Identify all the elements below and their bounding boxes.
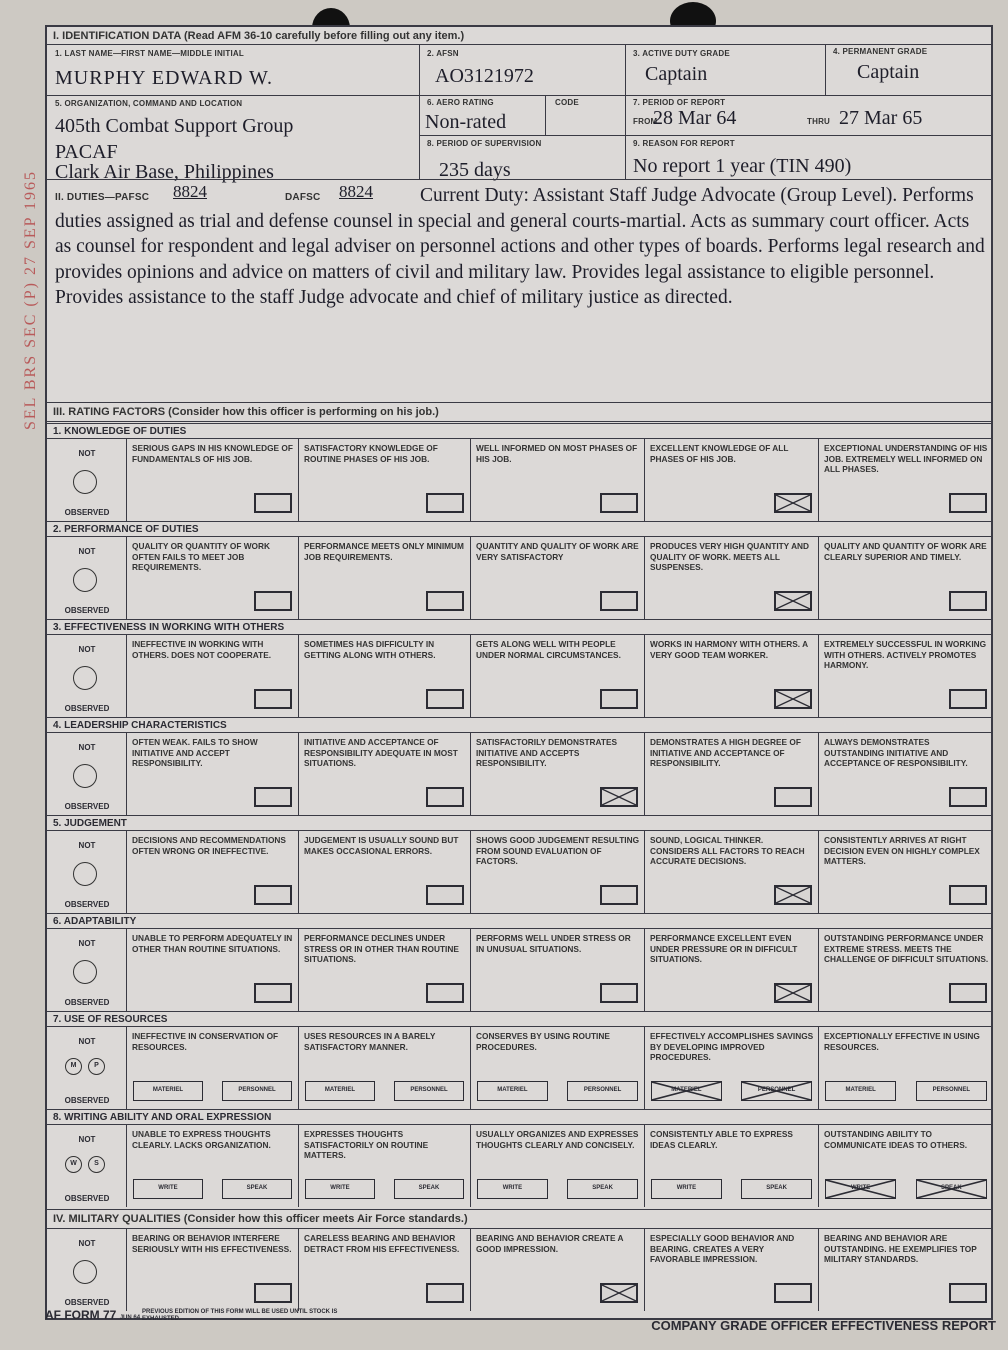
split-checkbox-pair (477, 1081, 638, 1101)
aero-rating-field[interactable]: Non-rated (425, 111, 507, 133)
speak-checkbox[interactable] (567, 1179, 638, 1199)
rating-description: SERIOUS GAPS IN HIS KNOWLEDGE OF FUNDAMENTALS OF HIS JOB. (132, 443, 293, 464)
rating-level-4 (645, 733, 819, 815)
checkbox-label: MATERIEL (152, 1087, 184, 1093)
period-label: 7. PERIOD OF REPORT (633, 98, 726, 107)
not-observed-s-circle[interactable]: S (88, 1156, 105, 1173)
rating-description: SHOWS GOOD JUDGEMENT RESULTING FROM SOUND EVALUATION OF FACTORS. (476, 835, 640, 866)
active-grade-label: 3. ACTIVE DUTY GRADE (633, 49, 730, 58)
rating-description: INEFFECTIVE IN CONSERVATION OF RESOURCES. (132, 1031, 279, 1052)
factor-row (47, 1125, 991, 1207)
not-label: NOT (78, 841, 96, 850)
name-field[interactable]: MURPHY EDWARD W. (55, 67, 274, 89)
split-checkbox-pair (825, 1081, 987, 1101)
rating-description: SATISFACTORILY DEMONSTRATES INITIATIVE AND ACCEPTS RESPONSIBILITY. (476, 737, 618, 768)
rating-level-4 (645, 1027, 819, 1109)
rating-description: BEARING AND BEHAVIOR CREATE A GOOD IMPRESSION. (476, 1233, 624, 1254)
checkbox-label: PERSONNEL (410, 1087, 448, 1093)
materiel-checkbox[interactable] (133, 1081, 203, 1101)
rating-checkbox[interactable] (600, 591, 638, 611)
factor-title: 2. PERFORMANCE OF DUTIES (47, 521, 991, 537)
rating-level-3 (471, 439, 645, 521)
observed-label: OBSERVED (64, 802, 110, 811)
rating-checkbox[interactable] (426, 591, 464, 611)
pafsc-field[interactable]: 8824 (173, 182, 207, 201)
received-date-stamp: SEL BRS SEC (P) 27 SEP 1965 (22, 170, 39, 430)
checkbox-label: PERSONNEL (757, 1087, 796, 1093)
checkbox-label: WRITE (158, 1185, 178, 1191)
organization-label: 5. ORGANIZATION, COMMAND AND LOCATION (55, 99, 243, 108)
split-checkbox-pair (651, 1081, 812, 1101)
not-observed-cell (47, 831, 127, 913)
not-label: NOT (78, 1037, 96, 1046)
rating-checkbox[interactable] (774, 689, 812, 709)
rating-description: JUDGEMENT IS USUALLY SOUND BUT MAKES OCCASIONAL ERRORS. (304, 835, 459, 856)
checkbox-label: WRITE (502, 1185, 523, 1191)
rating-description: INITIATIVE AND ACCEPTANCE OF RESPONSIBILITY ADEQUATE IN MOST SITUATIONS. (304, 737, 458, 768)
checkbox-label: SPEAK (766, 1185, 787, 1191)
rating-level-2 (299, 733, 471, 815)
split-checkbox-pair (133, 1081, 292, 1101)
not-observed-circle[interactable] (73, 960, 97, 984)
factor-title: 5. JUDGEMENT (47, 815, 991, 831)
rating-level-2 (299, 439, 471, 521)
checkbox-label: MATERIEL (324, 1087, 356, 1093)
personnel-checkbox[interactable] (916, 1081, 987, 1101)
rating-description: EFFECTIVELY ACCOMPLISHES SAVINGS BY DEVELOPING IMPROVED PROCEDURES. (650, 1031, 814, 1062)
rating-checkbox[interactable] (600, 787, 638, 807)
rating-level-2 (299, 537, 471, 619)
rating-checkbox[interactable] (426, 493, 464, 513)
rating-description: PRODUCES VERY HIGH QUANTITY AND QUALITY OF WORK. MEETS ALL SUSPENSES. (650, 541, 810, 572)
afsn-label: 2. AFSN (427, 49, 459, 58)
rating-level-3 (471, 831, 645, 913)
rating-level-5 (819, 439, 993, 521)
rating-level-4 (645, 537, 819, 619)
rating-description: OUTSTANDING ABILITY TO COMMUNICATE IDEAS TO OTHERS. (824, 1129, 968, 1150)
rating-description: PERFORMANCE EXCELLENT EVEN UNDER PRESSURE OR IN DIFFICULT SITUATIONS. (650, 933, 798, 964)
not-observed-circle[interactable] (73, 1260, 97, 1284)
not-observed-cell (47, 1125, 127, 1207)
speak-checkbox[interactable] (222, 1179, 292, 1199)
rating-description: SATISFACTORY KNOWLEDGE OF ROUTINE PHASES OF HIS JOB. (304, 443, 438, 464)
rating-description: PERFORMS WELL UNDER STRESS OR IN UNUSUAL SITUATIONS. (476, 933, 631, 954)
speak-checkbox[interactable] (916, 1179, 987, 1199)
rating-level-1 (127, 1229, 299, 1311)
from-label: FROM (633, 117, 658, 126)
rating-description: ALWAYS DEMONSTRATES OUTSTANDING INITIATIVE AND ACCEPTANCE OF RESPONSIBILITY. (824, 737, 968, 768)
rating-level-2 (299, 1027, 471, 1109)
observed-label: OBSERVED (64, 1298, 110, 1307)
rating-checkbox[interactable] (774, 591, 812, 611)
materiel-checkbox[interactable] (305, 1081, 375, 1101)
rating-description: GETS ALONG WELL WITH PEOPLE UNDER NORMAL CIRCUMSTANCES. (476, 639, 621, 660)
factor-title: 8. WRITING ABILITY AND ORAL EXPRESSION (47, 1109, 991, 1125)
rating-level-1 (127, 929, 299, 1011)
split-checkbox-pair (477, 1179, 638, 1199)
not-observed-circle[interactable] (73, 568, 97, 592)
write-checkbox[interactable] (477, 1179, 548, 1199)
not-observed-cell (47, 439, 127, 521)
rating-checkbox[interactable] (600, 983, 638, 1003)
not-observed-p-circle[interactable]: P (88, 1058, 105, 1075)
materiel-checkbox[interactable] (477, 1081, 548, 1101)
thru-field[interactable]: 27 Mar 65 (839, 107, 923, 129)
rating-level-4 (645, 439, 819, 521)
rating-description: OUTSTANDING PERFORMANCE UNDER EXTREME STRESS. MEETS THE CHALLENGE OF DIFFICULT SITUATIONS. (824, 933, 989, 964)
checkbox-label: WRITE (676, 1185, 697, 1191)
rating-level-3 (471, 733, 645, 815)
rating-description: CONSISTENTLY ARRIVES AT RIGHT DECISION EVEN ON HIGHLY COMPLEX MATTERS. (824, 835, 980, 866)
rating-checkbox[interactable] (254, 885, 292, 905)
rating-level-4 (645, 635, 819, 717)
rating-checkbox[interactable] (254, 493, 292, 513)
not-observed-circle[interactable] (73, 470, 97, 494)
observed-label: OBSERVED (64, 900, 110, 909)
rating-level-4 (645, 1229, 819, 1311)
observed-label: OBSERVED (64, 998, 110, 1007)
write-checkbox[interactable] (651, 1179, 722, 1199)
rating-checkbox[interactable] (774, 1283, 812, 1303)
rating-checkbox[interactable] (426, 983, 464, 1003)
section-4-header: IV. MILITARY QUALITIES (Consider how this officer meets Air Force standards.) (47, 1209, 991, 1229)
section-1-header: I. IDENTIFICATION DATA (Read AFM 36-10 carefully before filling out any item.) (47, 27, 991, 45)
rating-description: CARELESS BEARING AND BEHAVIOR DETRACT FROM HIS EFFECTIVENESS. (304, 1233, 460, 1254)
organization-line-2[interactable]: PACAF (55, 141, 118, 163)
checkbox-label: MATERIEL (845, 1087, 876, 1093)
rating-level-5 (819, 635, 993, 717)
factor-row (47, 537, 991, 619)
rating-level-3 (471, 1027, 645, 1109)
previous-edition-note: PREVIOUS EDITION OF THIS FORM WILL BE USED UNTIL STOCK IS EXHAUSTED. (142, 1309, 338, 1322)
rating-checkbox[interactable] (600, 885, 638, 905)
not-label: NOT (78, 645, 96, 654)
write-checkbox[interactable] (133, 1179, 203, 1199)
rating-checkbox[interactable] (774, 983, 812, 1003)
rating-level-4 (645, 1125, 819, 1207)
speak-checkbox[interactable] (741, 1179, 812, 1199)
rating-description: QUALITY AND QUANTITY OF WORK ARE CLEARLY SUPERIOR AND TIMELY. (824, 541, 987, 562)
personnel-checkbox[interactable] (567, 1081, 638, 1101)
rating-description: SOMETIMES HAS DIFFICULTY IN GETTING ALONG WITH OTHERS. (304, 639, 436, 660)
rating-level-3 (471, 635, 645, 717)
not-observed-cell (47, 1027, 127, 1109)
rating-checkbox[interactable] (774, 787, 812, 807)
rating-level-3 (471, 1125, 645, 1207)
factor-row (47, 929, 991, 1011)
rating-description: CONSISTENTLY ABLE TO EXPRESS IDEAS CLEARLY. (650, 1129, 793, 1150)
rating-checkbox[interactable] (774, 885, 812, 905)
not-observed-circle[interactable] (73, 862, 97, 886)
checkbox-label: PERSONNEL (238, 1087, 276, 1093)
afsn-field[interactable]: AO3121972 (435, 65, 534, 87)
rating-level-4 (645, 929, 819, 1011)
rating-level-2 (299, 1125, 471, 1207)
rating-level-1 (127, 439, 299, 521)
materiel-checkbox[interactable] (825, 1081, 896, 1101)
rating-level-5 (819, 831, 993, 913)
checkbox-label: MATERIEL (671, 1087, 702, 1093)
rating-checkbox[interactable] (949, 1283, 987, 1303)
factor-row (47, 635, 991, 717)
not-label: NOT (78, 743, 96, 752)
duties-label: II. DUTIES—PAFSC (55, 192, 150, 203)
rating-description: BEARING AND BEHAVIOR ARE OUTSTANDING. HE EXEMPLIFIES TOP MILITARY STANDARDS. (824, 1233, 977, 1264)
rating-description: BEARING OR BEHAVIOR INTERFERE SERIOUSLY WITH HIS EFFECTIVENESS. (132, 1233, 292, 1254)
effectiveness-report-form (45, 25, 993, 1320)
rating-description: DEMONSTRATES A HIGH DEGREE OF INITIATIVE AND ACCEPTANCE OF RESPONSIBILITY. (650, 737, 801, 768)
supervision-field[interactable]: 235 days (439, 159, 511, 181)
rating-checkbox[interactable] (949, 983, 987, 1003)
personnel-checkbox[interactable] (394, 1081, 464, 1101)
split-checkbox-pair (305, 1179, 464, 1199)
rating-checkbox[interactable] (254, 787, 292, 807)
speak-checkbox[interactable] (394, 1179, 464, 1199)
rating-level-5 (819, 1229, 993, 1311)
checkbox-label: SPEAK (592, 1185, 613, 1191)
write-checkbox[interactable] (825, 1179, 896, 1199)
not-observed-w-circle[interactable]: W (65, 1156, 82, 1173)
not-observed-m-circle[interactable]: M (65, 1058, 82, 1075)
not-label: NOT (78, 939, 96, 948)
dafsc-field[interactable]: 8824 (339, 182, 373, 201)
rating-checkbox[interactable] (949, 591, 987, 611)
rating-checkbox[interactable] (949, 689, 987, 709)
rating-level-1 (127, 1125, 299, 1207)
split-checkbox-pair (305, 1081, 464, 1101)
rating-description: USES RESOURCES IN A BARELY SATISFACTORY MANNER. (304, 1031, 436, 1052)
active-grade-field[interactable]: Captain (645, 63, 708, 85)
rating-checkbox[interactable] (949, 493, 987, 513)
rating-description: EXTREMELY SUCCESSFUL IN WORKING WITH OTHERS. ACTIVELY PROMOTES HARMONY. (824, 639, 987, 670)
rating-checkbox[interactable] (949, 885, 987, 905)
not-observed-cell (47, 733, 127, 815)
rating-description: EXCEPTIONALLY EFFECTIVE IN USING RESOURCES. (824, 1031, 980, 1052)
checkbox-label: SPEAK (941, 1185, 962, 1191)
not-label: NOT (78, 1135, 96, 1144)
rating-description: DECISIONS AND RECOMMENDATIONS OFTEN WRONG OR INEFFECTIVE. (132, 835, 286, 856)
not-observed-circle[interactable] (73, 666, 97, 690)
rating-checkbox[interactable] (949, 787, 987, 807)
rating-level-3 (471, 1229, 645, 1311)
observed-label: OBSERVED (64, 704, 110, 713)
rating-description: ESPECIALLY GOOD BEHAVIOR AND BEARING. CREATES A VERY FAVORABLE IMPRESSION. (650, 1233, 795, 1264)
rating-level-2 (299, 635, 471, 717)
rating-checkbox[interactable] (426, 885, 464, 905)
factor-title: 3. EFFECTIVENESS IN WORKING WITH OTHERS (47, 619, 991, 635)
factor-row (47, 1229, 991, 1311)
dafsc-label: DAFSC (285, 192, 321, 203)
rating-description: QUANTITY AND QUALITY OF WORK ARE VERY SATISFACTORY (476, 541, 639, 562)
split-checkbox-pair (133, 1179, 292, 1199)
reason-field[interactable]: No report 1 year (TIN 490) (633, 155, 852, 177)
factor-title: 6. ADAPTABILITY (47, 913, 991, 929)
checkbox-label: PERSONNEL (932, 1087, 971, 1093)
rating-checkbox[interactable] (426, 689, 464, 709)
rating-level-5 (819, 537, 993, 619)
rating-level-5 (819, 929, 993, 1011)
not-observed-cell (47, 929, 127, 1011)
checkbox-label: SPEAK (418, 1185, 440, 1191)
rating-description: SOUND, LOGICAL THINKER. CONSIDERS ALL FACTORS TO REACH ACCURATE DECISIONS. (650, 835, 805, 866)
rating-level-3 (471, 929, 645, 1011)
organization-line-3[interactable]: Clark Air Base, Philippines (55, 161, 274, 183)
rating-checkbox[interactable] (600, 493, 638, 513)
rating-checkbox[interactable] (254, 1283, 292, 1303)
rating-description: INEFFECTIVE IN WORKING WITH OTHERS. DOES NOT COOPERATE. (132, 639, 272, 660)
organization-line-1[interactable]: 405th Combat Support Group (55, 115, 294, 137)
rating-description: EXCEPTIONAL UNDERSTANDING OF HIS JOB. EXTREMELY WELL INFORMED ON ALL PHASES. (824, 443, 988, 474)
personnel-checkbox[interactable] (741, 1081, 812, 1101)
factor-title: 4. LEADERSHIP CHARACTERISTICS (47, 717, 991, 733)
not-observed-cell (47, 537, 127, 619)
permanent-grade-label: 4. PERMANENT GRADE (833, 47, 928, 56)
write-checkbox[interactable] (305, 1179, 375, 1199)
section-3-header: III. RATING FACTORS (Consider how this officer is performing on his job.) (47, 402, 991, 422)
rating-level-5 (819, 1027, 993, 1109)
rating-level-1 (127, 831, 299, 913)
not-observed-cell (47, 1229, 127, 1311)
rating-checkbox[interactable] (254, 591, 292, 611)
checkbox-label: WRITE (850, 1185, 871, 1191)
rating-checkbox[interactable] (774, 493, 812, 513)
rating-level-1 (127, 537, 299, 619)
split-checkbox-pair (825, 1179, 987, 1199)
observed-label: OBSERVED (64, 1194, 110, 1203)
factor-row (47, 439, 991, 521)
factor-title: 7. USE OF RESOURCES (47, 1011, 991, 1027)
checkbox-label: SPEAK (246, 1185, 268, 1191)
permanent-grade-field[interactable]: Captain (857, 61, 920, 83)
factor-title: 1. KNOWLEDGE OF DUTIES (47, 423, 991, 439)
rating-description: PERFORMANCE MEETS ONLY MINIMUM JOB REQUIREMENTS. (304, 541, 464, 562)
not-observed-circle[interactable] (73, 764, 97, 788)
reason-label: 9. REASON FOR REPORT (633, 139, 735, 148)
rating-level-1 (127, 733, 299, 815)
rating-checkbox[interactable] (254, 689, 292, 709)
rating-description: QUALITY OR QUANTITY OF WORK OFTEN FAILS TO MEET JOB REQUIREMENTS. (132, 541, 270, 572)
rating-description: USUALLY ORGANIZES AND EXPRESSES THOUGHTS CLEARLY AND CONCISELY. (476, 1129, 639, 1150)
rating-description: OFTEN WEAK. FAILS TO SHOW INITIATIVE AND ACCEPT RESPONSIBILITY. (132, 737, 258, 768)
rating-description: UNABLE TO PERFORM ADEQUATELY IN OTHER THAN ROUTINE SITUATIONS. (132, 933, 293, 954)
rating-checkbox[interactable] (600, 1283, 638, 1303)
form-number: AF FORM 77 JUN 64 (45, 1308, 141, 1322)
observed-label: OBSERVED (64, 606, 110, 615)
rating-description: PERFORMANCE DECLINES UNDER STRESS OR IN OTHER THAN ROUTINE SITUATIONS. (304, 933, 459, 964)
factor-row (47, 831, 991, 913)
factor-row (47, 1027, 991, 1109)
rating-description: CONSERVES BY USING ROUTINE PROCEDURES. (476, 1031, 610, 1052)
split-checkbox-pair (651, 1179, 812, 1199)
aero-rating-label: 6. AERO RATING (427, 98, 494, 107)
rating-level-3 (471, 537, 645, 619)
name-label: 1. LAST NAME—FIRST NAME—MIDDLE INITIAL (55, 49, 244, 58)
factor-row (47, 733, 991, 815)
thru-label: THRU (807, 117, 831, 126)
observed-label: OBSERVED (64, 508, 110, 517)
rating-checkbox[interactable] (426, 1283, 464, 1303)
not-label: NOT (78, 547, 96, 556)
rating-level-4 (645, 831, 819, 913)
code-label: CODE (555, 98, 579, 107)
supervision-label: 8. PERIOD OF SUPERVISION (427, 139, 542, 148)
rating-checkbox[interactable] (600, 689, 638, 709)
rating-checkbox[interactable] (426, 787, 464, 807)
duties-description[interactable]: Current Duty: Assistant Staff Judge Advocate (Group Level). Performs duties assigned as trial and defense counsel in special and general courts-martial. Acts as summary court officer. Acts as counsel for respondent and legal adviser on personnel actions and other types of boards. Performs legal research and provides opinions and advice on matters of civil and military law. Provides legal assistance to eligible personnel. Provides assistance to the staff Judge advocate and chief of military justice as directed. (55, 185, 985, 308)
checkbox-label: WRITE (330, 1185, 350, 1191)
rating-level-1 (127, 1027, 299, 1109)
rating-description: WORKS IN HARMONY WITH OTHERS. A VERY GOOD TEAM WORKER. (650, 639, 808, 660)
rating-description: EXCELLENT KNOWLEDGE OF ALL PHASES OF HIS JOB. (650, 443, 789, 464)
checkbox-label: PERSONNEL (583, 1087, 622, 1093)
rating-description: WELL INFORMED ON MOST PHASES OF HIS JOB. (476, 443, 638, 464)
rating-level-5 (819, 733, 993, 815)
rating-level-2 (299, 831, 471, 913)
not-label: NOT (78, 1239, 96, 1248)
personnel-checkbox[interactable] (222, 1081, 292, 1101)
form-title: COMPANY GRADE OFFICER EFFECTIVENESS REPORT (651, 1318, 996, 1333)
materiel-checkbox[interactable] (651, 1081, 722, 1101)
rating-level-1 (127, 635, 299, 717)
checkbox-label: MATERIEL (497, 1087, 528, 1093)
rating-level-5 (819, 1125, 993, 1207)
rating-description: EXPRESSES THOUGHTS SATISFACTORILY ON ROUTINE MATTERS. (304, 1129, 429, 1160)
rating-level-2 (299, 1229, 471, 1311)
rating-description: UNABLE TO EXPRESS THOUGHTS CLEARLY. LACKS ORGANIZATION. (132, 1129, 271, 1150)
not-observed-cell (47, 635, 127, 717)
rating-level-2 (299, 929, 471, 1011)
rating-checkbox[interactable] (254, 983, 292, 1003)
from-field[interactable]: 28 Mar 64 (653, 107, 737, 129)
observed-label: OBSERVED (64, 1096, 110, 1105)
not-label: NOT (78, 449, 96, 458)
